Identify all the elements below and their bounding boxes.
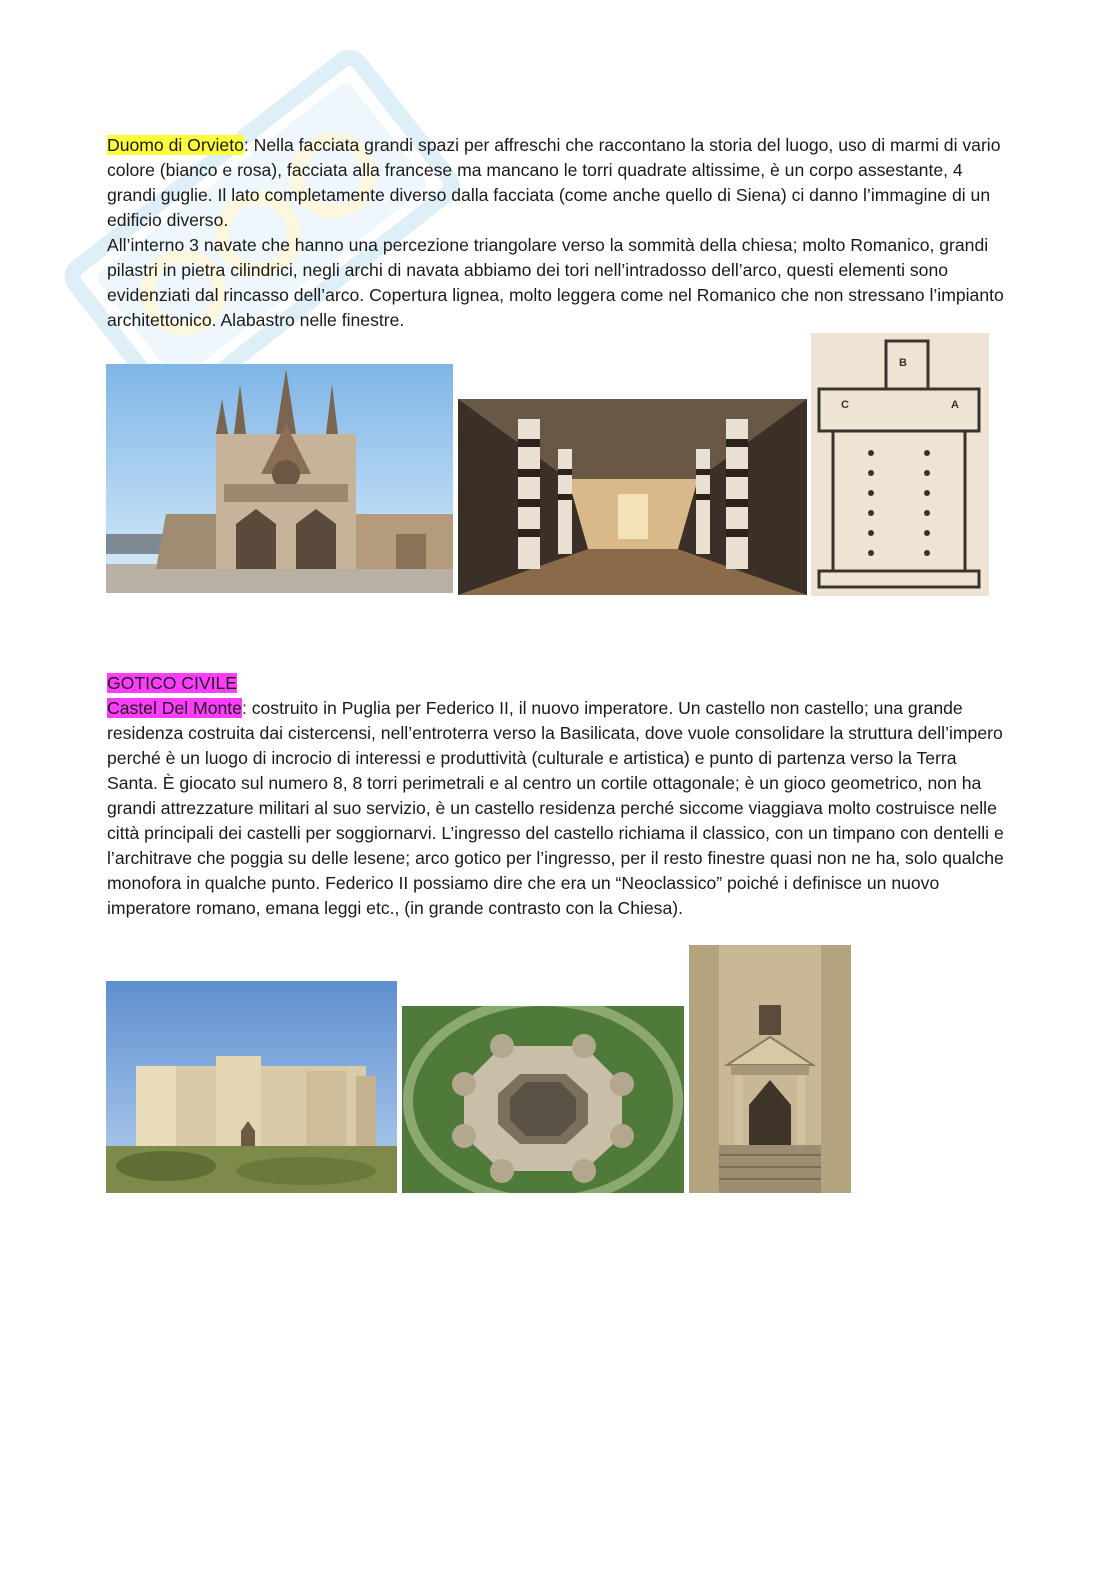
orvieto-paragraph-2: All’interno 3 navate che hanno una percezione triangolare verso la sommità della chiesa; molto Romanico, grandi pilastri in pietra cilindrici, negli archi di navata abbiamo dei tori nell’intradosso dell’arco, questi elementi sono evidenziati dal rincasso dell’arco. Copertura lignea, molto leggera come nel Romanico che non stressano l’impianto architettonico. Alabastro nelle finestre. [107,235,1004,330]
castel-entrance-photo [689,945,851,1193]
castel-title: Castel Del Monte [107,698,242,718]
orvieto-paragraph-1 [107,133,1007,233]
orvieto-text-1: : Nella facciata grandi spazi per affreschi che raccontano la storia del luogo, uso di marmi di vario colore (bianco e rosa), facciata alla francese ma mancano le torri quadrate altissime, è un corpo assestante, 4 grandi guglie. Il lato completamente diverso dalla facciata (come anche quello di Siena) ci danno l’immagine di un edificio diverso. [107,135,1001,230]
orvieto-interior-photo [458,399,807,595]
gotico-civile-heading: GOTICO CIVILE [107,673,238,693]
gotico-heading-line [107,671,1007,696]
orvieto-title: Duomo di Orvieto [107,135,244,155]
plan-label-a: A [951,399,959,411]
castel-exterior-photo [106,981,397,1193]
orvieto-facade-photo [106,364,453,593]
castel-text: : costruito in Puglia per Federico II, il nuovo imperatore. Un castello non castello; una grande residenza costruita dai cistercensi, nell’entroterra verso la Basilicata, dove vuole consolidare la struttura dell’impero perché è un luogo di incrocio di interessi e produttività (culturale e artistica) e punto di partenza verso la Terra Santa. È giocato sul numero 8, 8 torri perimetrali e al centro un cortile ottagonale; è un gioco geometrico, non ha grandi attrezzature militari al suo servizio, è un castello residenza perché siccome viaggiava molto costruisce nelle città principali dei castelli per soggiornarvi. L’ingresso del castello richiama il classico, con un timpano con dentelli e l’architrave che poggia su delle lesene; arco gotico per l’ingresso, per il resto finestre quasi non ne ha, solo qualche monofora in qualche punto. Federico II possiamo dire che era un “Neoclassico” poiché i definisce un nuovo imperatore romano, emana leggi etc., (in grande contrasto con la Chiesa). [107,698,1004,918]
orvieto-floor-plan [811,333,989,596]
plan-label-b: B [899,357,907,369]
castel-aerial-photo [402,1006,684,1193]
castel-paragraph [107,696,1007,921]
plan-label-c: C [841,399,849,411]
